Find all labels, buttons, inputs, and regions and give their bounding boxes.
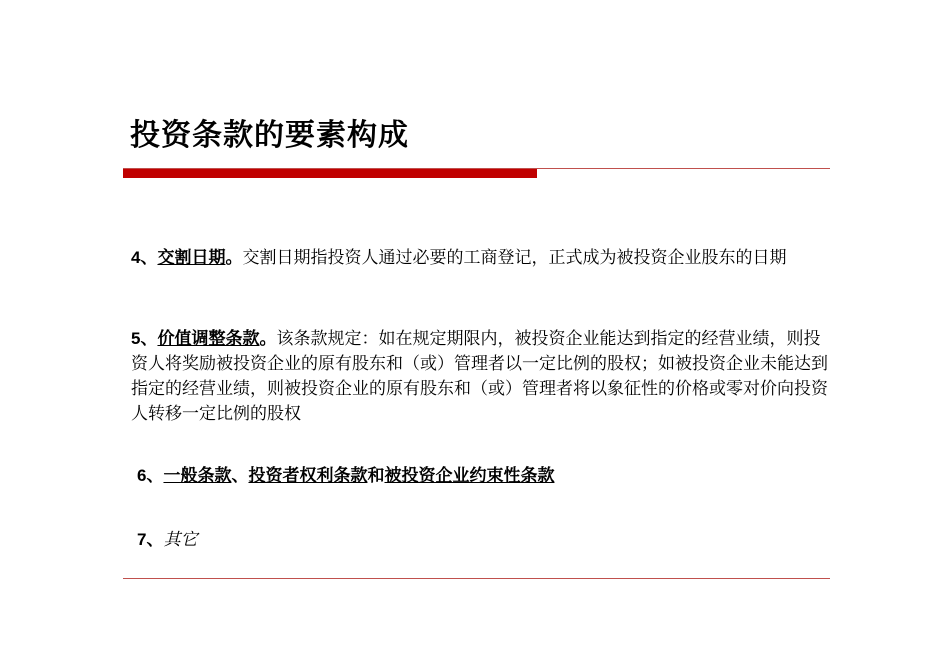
- item-5-period: 。: [259, 329, 277, 349]
- item-6-company-covenants: 被投资企业约束性条款: [384, 466, 555, 486]
- item-5-number: 5、: [131, 329, 158, 348]
- item-7-text: 其它: [163, 530, 198, 550]
- item-6-number: 6、: [137, 466, 164, 485]
- title-underline-accent: [123, 169, 537, 178]
- item-6-separator-2: 和: [367, 466, 385, 486]
- item-6-general-terms: 一般条款: [163, 466, 232, 486]
- item-4-text: 交割日期指投资人通过必要的工商登记，正式成为被投资企业股东的日期: [242, 248, 787, 268]
- item-6-separator-1: 、: [231, 466, 249, 486]
- item-6-paragraph: [137, 463, 837, 489]
- item-4-paragraph: [131, 245, 831, 271]
- item-6-investor-rights: 投资者权利条款: [248, 466, 368, 486]
- item-7-paragraph: [137, 527, 837, 553]
- bottom-divider: [123, 578, 830, 579]
- item-5-text: 该条款规定：如在规定期限内，被投资企业能达到指定的经营业绩，则投资人将奖励被投资企业的原有股东和（或）管理者以一定比例的股权；如被投资企业未能达到指定的经营业绩，则被投资企业的原有股东和（或）管理者将以象征性的价格或零对价向投资人转移一定比例的股权: [131, 329, 828, 424]
- slide-title: 投资条款的要素构成: [130, 118, 409, 153]
- item-5-keyword: 价值调整条款: [157, 329, 260, 349]
- item-4-period: 。: [225, 248, 243, 268]
- item-7-number: 7、: [137, 530, 164, 549]
- item-5-paragraph: [131, 326, 831, 427]
- item-4-keyword: 交割日期: [157, 248, 226, 268]
- item-4-number: 4、: [131, 248, 158, 267]
